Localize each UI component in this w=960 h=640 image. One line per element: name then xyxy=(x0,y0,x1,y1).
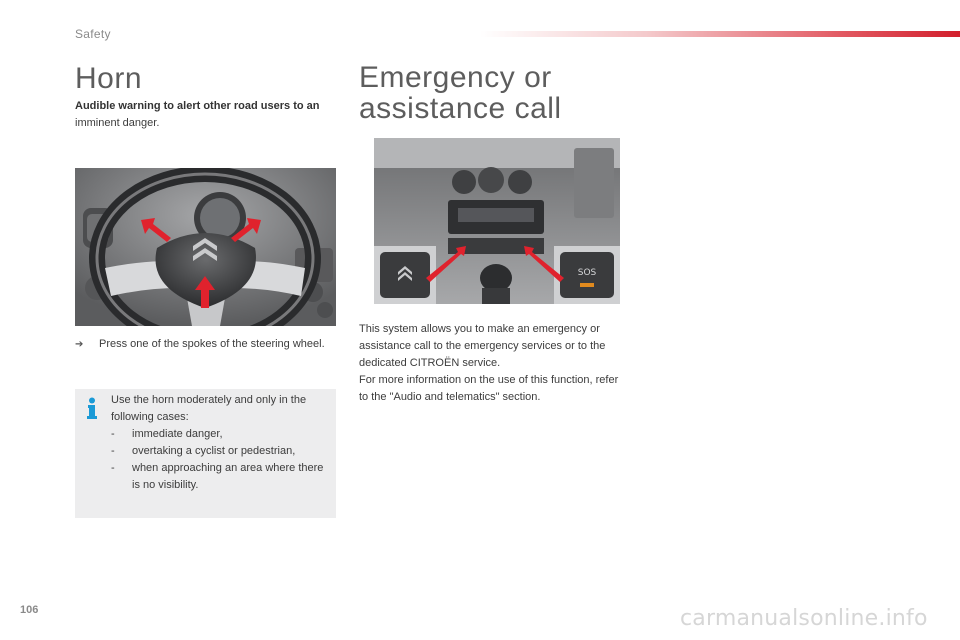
horn-info-intro: Use the horn moderately and only in the following cases: xyxy=(111,394,307,423)
press-spoke-text: Press one of the spokes of the steering wheel. xyxy=(99,338,325,350)
emergency-title-line1: Emergency or xyxy=(359,61,552,94)
list-item: - overtaking a cyclist or pedestrian, xyxy=(111,443,333,460)
list-item-text: when approaching an area where there is no visibility. xyxy=(132,462,324,491)
console-image xyxy=(374,138,620,304)
emergency-title xyxy=(359,62,619,124)
horn-lead-rest: imminent danger. xyxy=(75,117,160,129)
console-illustration xyxy=(374,138,620,304)
horn-lead-bold: Audible warning to alert other road users to an xyxy=(75,100,320,112)
horn-lead xyxy=(75,98,335,132)
emergency-description xyxy=(359,321,624,406)
horn-usage-list xyxy=(111,426,333,494)
horn-info-box xyxy=(75,389,336,518)
emergency-title-line2: assistance call xyxy=(359,92,562,125)
info-icon xyxy=(86,397,98,419)
header-accent-bar xyxy=(480,31,960,37)
horn-title: Horn xyxy=(75,62,143,95)
section-label: Safety xyxy=(75,27,111,41)
list-item: - immediate danger, xyxy=(111,426,333,443)
press-spoke-step xyxy=(75,336,335,353)
step-arrow-icon: ➔ xyxy=(75,339,84,350)
emergency-paragraph-1: This system allows you to make an emergency or assistance call to the emergency services or to the dedicated CITROËN service. xyxy=(359,323,606,369)
list-item: - when approaching an area where there is no visibility. xyxy=(111,460,333,494)
sos-label: SOS xyxy=(577,268,597,278)
watermark: carmanualsonline.info xyxy=(680,606,928,631)
list-item-text: overtaking a cyclist or pedestrian, xyxy=(132,445,296,457)
page-number: 106 xyxy=(20,604,39,616)
horn-info-text xyxy=(111,392,333,494)
steering-wheel-image xyxy=(75,168,336,326)
list-item-text: immediate danger, xyxy=(132,428,223,440)
emergency-paragraph-2: For more information on the use of this function, refer to the "Audio and telematics" section. xyxy=(359,374,619,403)
steering-wheel-illustration xyxy=(75,168,336,326)
